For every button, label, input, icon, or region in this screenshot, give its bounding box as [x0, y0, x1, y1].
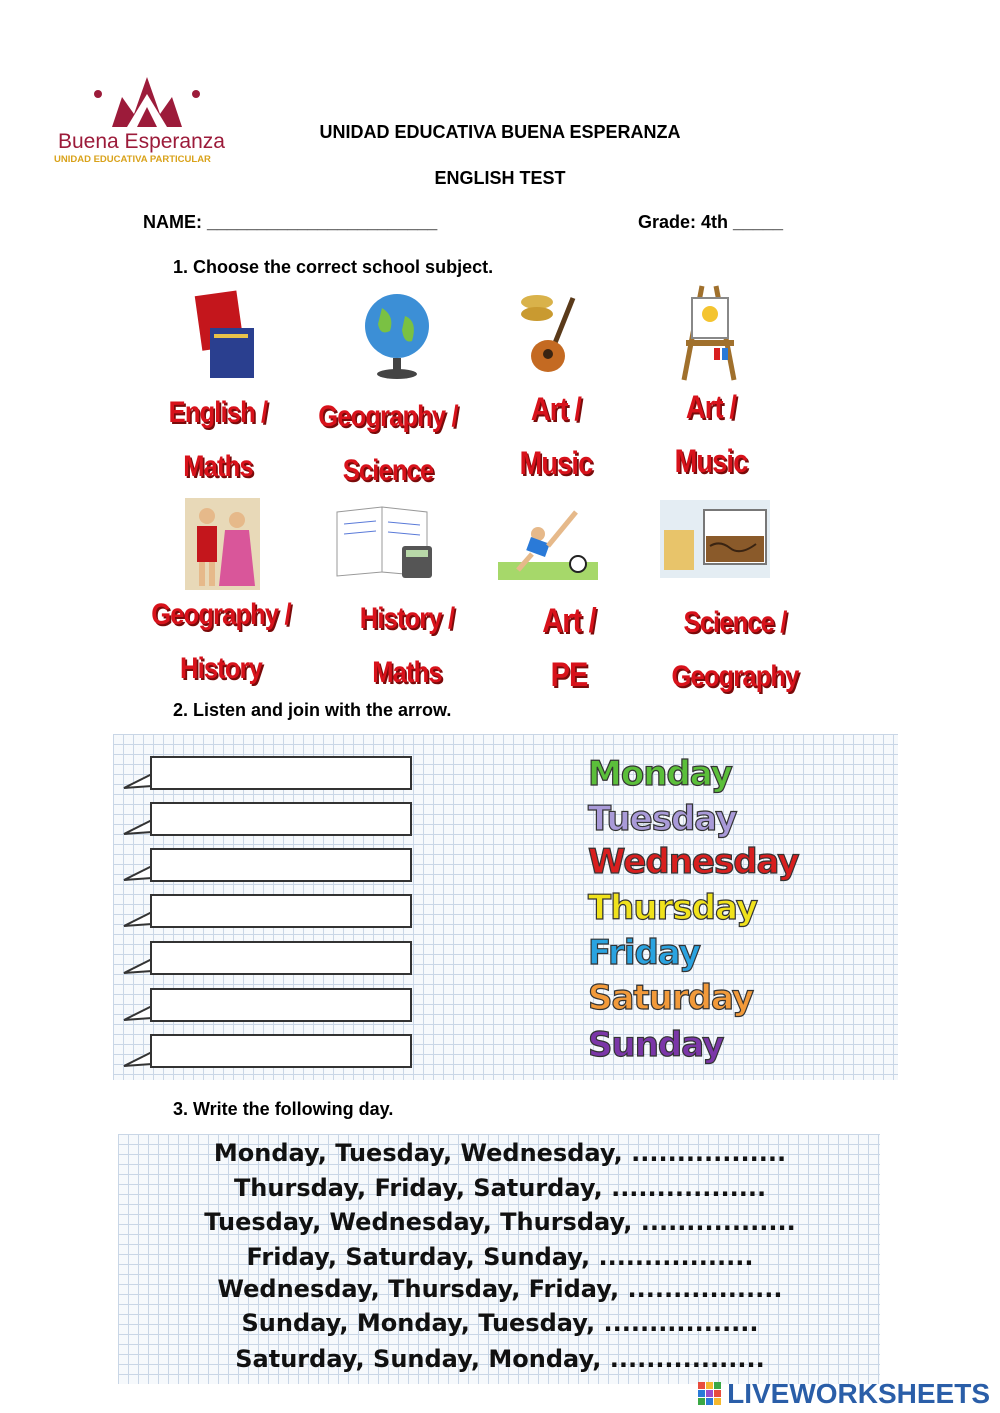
- subject-option-line: Music: [674, 443, 748, 479]
- books-icon: [190, 288, 260, 383]
- question-1-title: 1. Choose the correct school subject.: [173, 257, 494, 277]
- school-title: UNIDAD EDUCATIVA BUENA ESPERANZA: [319, 122, 681, 142]
- soccer-kick-icon: [498, 500, 598, 582]
- sequence-line-3[interactable]: Tuesday, Wednesday, Thursday, .................: [204, 1208, 796, 1236]
- answer-box[interactable]: [150, 848, 412, 882]
- liveworksheets-brand: LIVEWORKSHEETS: [727, 1378, 991, 1409]
- answer-box[interactable]: [150, 756, 412, 790]
- subject-option-1[interactable]: [146, 386, 291, 494]
- answer-box[interactable]: [150, 941, 412, 975]
- subject-option-line: Science /: [683, 606, 787, 639]
- liveworksheets-blocks-icon: [698, 1382, 722, 1406]
- subject-option-line: History /: [359, 602, 455, 635]
- subject-option-line: Geography /: [318, 400, 458, 433]
- subject-option-line: Music: [519, 445, 593, 481]
- sequence-line-4[interactable]: Friday, Saturday, Sunday, .................: [246, 1243, 754, 1271]
- subject-option-2[interactable]: [316, 390, 461, 498]
- guitar-cymbals-icon: [515, 288, 595, 378]
- school-logo: [52, 72, 242, 164]
- name-field[interactable]: NAME: _______________________: [143, 212, 438, 232]
- subject-option-6[interactable]: [335, 592, 480, 700]
- subject-option-line: PE: [550, 656, 588, 694]
- question-2-title: 2. Listen and join with the arrow.: [173, 700, 452, 720]
- logo-subtitle: UNIDAD EDUCATIVA PARTICULAR: [54, 154, 211, 165]
- day-word-saturday[interactable]: Saturday: [588, 978, 754, 1018]
- subject-option-7[interactable]: [497, 594, 642, 702]
- answer-box[interactable]: [150, 1034, 412, 1068]
- subject-option-8[interactable]: [663, 596, 808, 704]
- subject-option-line: Art /: [530, 391, 582, 427]
- sequence-line-2[interactable]: Thursday, Friday, Saturday, .................: [233, 1174, 767, 1202]
- subject-option-4[interactable]: [639, 380, 784, 488]
- grade-field[interactable]: Grade: 4th _____: [638, 212, 784, 232]
- question-3-title: 3. Write the following day.: [173, 1099, 394, 1119]
- day-word-tuesday[interactable]: Tuesday: [588, 799, 737, 839]
- sequence-line-5[interactable]: Wednesday, Thursday, Friday, .................: [217, 1275, 783, 1303]
- day-word-wednesday[interactable]: Wednesday: [588, 842, 799, 882]
- subject-option-line: Art /: [542, 602, 596, 640]
- liveworksheets-logo: [698, 1378, 990, 1410]
- answer-box[interactable]: [150, 894, 412, 928]
- science-terrarium-icon: [660, 500, 770, 578]
- subject-option-line: Maths: [372, 656, 442, 689]
- answer-box[interactable]: [150, 802, 412, 836]
- notebook-calculator-icon: [332, 502, 437, 580]
- sequence-line-1[interactable]: Monday, Tuesday, Wednesday, .................: [213, 1139, 787, 1167]
- subject-option-line: Geography: [671, 660, 799, 693]
- subject-option-line: Art /: [685, 389, 737, 425]
- subject-option-line: History: [180, 652, 262, 685]
- subject-option-line: English /: [168, 396, 268, 429]
- subject-option-3[interactable]: [484, 382, 629, 490]
- subject-option-line: Maths: [183, 450, 253, 483]
- sequence-line-7[interactable]: Saturday, Sunday, Monday, .................: [235, 1345, 765, 1373]
- globe-icon: [360, 286, 435, 381]
- roman-figures-icon: [185, 498, 260, 590]
- logo-name: Buena Esperanza: [58, 130, 225, 153]
- day-word-sunday[interactable]: Sunday: [588, 1025, 724, 1065]
- sequence-line-6[interactable]: Sunday, Monday, Tuesday, .................: [241, 1309, 759, 1337]
- day-word-thursday[interactable]: Thursday: [588, 888, 758, 928]
- subject-option-line: Science: [342, 454, 434, 487]
- subject-option-5[interactable]: [149, 588, 294, 696]
- subject-option-line: Geography /: [151, 598, 291, 631]
- easel-icon: [672, 284, 747, 382]
- answer-box[interactable]: [150, 988, 412, 1022]
- test-title: ENGLISH TEST: [434, 168, 566, 188]
- day-word-monday[interactable]: Monday: [588, 754, 732, 794]
- day-word-friday[interactable]: Friday: [588, 933, 700, 973]
